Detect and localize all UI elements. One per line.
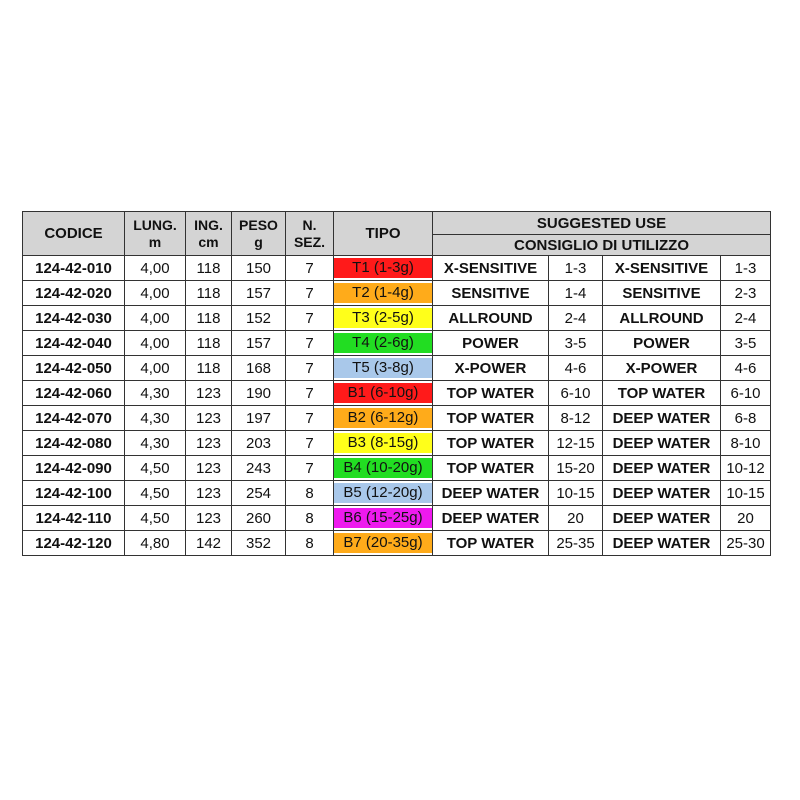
cell-peso: 352 bbox=[232, 531, 286, 556]
cell-peso: 197 bbox=[232, 406, 286, 431]
cell-range-2: 6-10 bbox=[721, 381, 771, 406]
tipo-badge: B6 (15-25g) bbox=[334, 508, 432, 528]
spec-table bbox=[22, 211, 771, 556]
cell-ing: 123 bbox=[186, 381, 232, 406]
cell-peso: 157 bbox=[232, 281, 286, 306]
tipo-badge: T3 (2-5g) bbox=[334, 308, 432, 328]
header-ing-unit: cm bbox=[198, 233, 219, 250]
cell-range-1: 4-6 bbox=[549, 356, 603, 381]
cell-lung: 4,30 bbox=[125, 406, 186, 431]
cell-codice: 124-42-080 bbox=[23, 431, 125, 456]
cell-use-1: TOP WATER bbox=[433, 456, 549, 481]
cell-tipo bbox=[334, 306, 433, 331]
header-suggested-use bbox=[433, 212, 771, 235]
cell-codice: 124-42-110 bbox=[23, 506, 125, 531]
header-suggested-use-label: SUGGESTED USE bbox=[536, 214, 667, 232]
cell-use-1: TOP WATER bbox=[433, 406, 549, 431]
cell-nsez: 7 bbox=[286, 356, 334, 381]
cell-tipo bbox=[334, 431, 433, 456]
cell-peso: 254 bbox=[232, 481, 286, 506]
cell-nsez: 7 bbox=[286, 456, 334, 481]
header-codice-label: CODICE bbox=[44, 225, 103, 242]
cell-use-1: X-POWER bbox=[433, 356, 549, 381]
cell-ing: 118 bbox=[186, 331, 232, 356]
tipo-badge: B2 (6-12g) bbox=[334, 408, 432, 428]
cell-range-1: 1-4 bbox=[549, 281, 603, 306]
table-header bbox=[23, 212, 771, 256]
cell-lung: 4,50 bbox=[125, 481, 186, 506]
table-row bbox=[23, 531, 771, 556]
cell-peso: 243 bbox=[232, 456, 286, 481]
cell-use-2: X-SENSITIVE bbox=[603, 256, 721, 281]
cell-nsez: 7 bbox=[286, 331, 334, 356]
cell-peso: 150 bbox=[232, 256, 286, 281]
cell-codice: 124-42-120 bbox=[23, 531, 125, 556]
cell-range-1: 6-10 bbox=[549, 381, 603, 406]
cell-tipo bbox=[334, 506, 433, 531]
cell-lung: 4,50 bbox=[125, 456, 186, 481]
cell-use-2: POWER bbox=[603, 331, 721, 356]
cell-codice: 124-42-030 bbox=[23, 306, 125, 331]
cell-use-2: DEEP WATER bbox=[603, 506, 721, 531]
cell-use-1: ALLROUND bbox=[433, 306, 549, 331]
cell-nsez: 7 bbox=[286, 281, 334, 306]
cell-nsez: 7 bbox=[286, 256, 334, 281]
header-ing-label: ING. bbox=[194, 216, 223, 233]
cell-nsez: 7 bbox=[286, 406, 334, 431]
table-row bbox=[23, 306, 771, 331]
cell-ing: 118 bbox=[186, 256, 232, 281]
cell-lung: 4,00 bbox=[125, 356, 186, 381]
cell-lung: 4,00 bbox=[125, 256, 186, 281]
cell-nsez: 8 bbox=[286, 481, 334, 506]
cell-use-1: SENSITIVE bbox=[433, 281, 549, 306]
tipo-badge: T4 (2-6g) bbox=[334, 333, 432, 353]
cell-ing: 123 bbox=[186, 456, 232, 481]
cell-codice: 124-42-040 bbox=[23, 331, 125, 356]
cell-lung: 4,00 bbox=[125, 331, 186, 356]
cell-range-2: 1-3 bbox=[721, 256, 771, 281]
header-lung-label: LUNG. bbox=[133, 216, 177, 233]
tipo-badge: B4 (10-20g) bbox=[334, 458, 432, 478]
header-peso bbox=[232, 212, 286, 256]
cell-tipo bbox=[334, 256, 433, 281]
table-row bbox=[23, 356, 771, 381]
header-tipo-label: TIPO bbox=[365, 225, 401, 242]
cell-nsez: 7 bbox=[286, 431, 334, 456]
cell-lung: 4,50 bbox=[125, 506, 186, 531]
cell-range-2: 25-30 bbox=[721, 531, 771, 556]
cell-use-2: SENSITIVE bbox=[603, 281, 721, 306]
cell-use-2: DEEP WATER bbox=[603, 481, 721, 506]
cell-range-2: 2-3 bbox=[721, 281, 771, 306]
cell-ing: 118 bbox=[186, 356, 232, 381]
cell-range-2: 10-12 bbox=[721, 456, 771, 481]
cell-tipo bbox=[334, 481, 433, 506]
cell-use-1: X-SENSITIVE bbox=[433, 256, 549, 281]
cell-use-1: POWER bbox=[433, 331, 549, 356]
cell-tipo bbox=[334, 456, 433, 481]
tipo-badge: T1 (1-3g) bbox=[334, 258, 432, 278]
cell-codice: 124-42-020 bbox=[23, 281, 125, 306]
table-row bbox=[23, 481, 771, 506]
header-consiglio bbox=[433, 235, 771, 256]
cell-peso: 203 bbox=[232, 431, 286, 456]
cell-ing: 123 bbox=[186, 431, 232, 456]
cell-codice: 124-42-070 bbox=[23, 406, 125, 431]
cell-use-2: DEEP WATER bbox=[603, 531, 721, 556]
cell-ing: 142 bbox=[186, 531, 232, 556]
cell-use-2: TOP WATER bbox=[603, 381, 721, 406]
cell-range-1: 20 bbox=[549, 506, 603, 531]
cell-use-1: DEEP WATER bbox=[433, 481, 549, 506]
cell-range-1: 25-35 bbox=[549, 531, 603, 556]
header-nsez-label: N. bbox=[302, 216, 317, 233]
cell-range-2: 2-4 bbox=[721, 306, 771, 331]
table-body bbox=[23, 256, 771, 556]
cell-use-2: DEEP WATER bbox=[603, 456, 721, 481]
tipo-badge: B7 (20-35g) bbox=[334, 533, 432, 553]
cell-range-2: 8-10 bbox=[721, 431, 771, 456]
tipo-badge: T5 (3-8g) bbox=[334, 358, 432, 378]
cell-tipo bbox=[334, 406, 433, 431]
cell-lung: 4,00 bbox=[125, 306, 186, 331]
cell-range-2: 10-15 bbox=[721, 481, 771, 506]
cell-range-2: 4-6 bbox=[721, 356, 771, 381]
cell-range-1: 15-20 bbox=[549, 456, 603, 481]
cell-range-1: 12-15 bbox=[549, 431, 603, 456]
cell-range-1: 3-5 bbox=[549, 331, 603, 356]
table-row bbox=[23, 331, 771, 356]
cell-range-2: 20 bbox=[721, 506, 771, 531]
cell-codice: 124-42-090 bbox=[23, 456, 125, 481]
cell-tipo bbox=[334, 356, 433, 381]
cell-peso: 168 bbox=[232, 356, 286, 381]
cell-codice: 124-42-010 bbox=[23, 256, 125, 281]
header-codice bbox=[23, 212, 125, 256]
tipo-badge: B5 (12-20g) bbox=[334, 483, 432, 503]
cell-range-1: 8-12 bbox=[549, 406, 603, 431]
cell-lung: 4,30 bbox=[125, 431, 186, 456]
cell-range-1: 1-3 bbox=[549, 256, 603, 281]
tipo-badge: T2 (1-4g) bbox=[334, 283, 432, 303]
header-peso-unit: g bbox=[254, 233, 263, 250]
table-row bbox=[23, 381, 771, 406]
header-lung bbox=[125, 212, 186, 256]
cell-peso: 260 bbox=[232, 506, 286, 531]
cell-ing: 118 bbox=[186, 306, 232, 331]
header-ing bbox=[186, 212, 232, 256]
cell-nsez: 8 bbox=[286, 531, 334, 556]
cell-codice: 124-42-050 bbox=[23, 356, 125, 381]
cell-ing: 118 bbox=[186, 281, 232, 306]
cell-peso: 152 bbox=[232, 306, 286, 331]
table-row bbox=[23, 256, 771, 281]
header-tipo bbox=[334, 212, 433, 256]
cell-use-2: ALLROUND bbox=[603, 306, 721, 331]
table-row bbox=[23, 281, 771, 306]
cell-use-2: X-POWER bbox=[603, 356, 721, 381]
cell-use-1: TOP WATER bbox=[433, 381, 549, 406]
cell-tipo bbox=[334, 381, 433, 406]
table-row bbox=[23, 406, 771, 431]
table-row bbox=[23, 456, 771, 481]
cell-nsez: 7 bbox=[286, 306, 334, 331]
cell-lung: 4,00 bbox=[125, 281, 186, 306]
header-nsez bbox=[286, 212, 334, 256]
table-row bbox=[23, 431, 771, 456]
header-lung-unit: m bbox=[148, 233, 162, 250]
cell-range-1: 10-15 bbox=[549, 481, 603, 506]
header-nsez-unit: SEZ. bbox=[293, 233, 326, 250]
header-consiglio-label: CONSIGLIO DI UTILIZZO bbox=[514, 236, 689, 254]
cell-lung: 4,80 bbox=[125, 531, 186, 556]
cell-tipo bbox=[334, 531, 433, 556]
header-peso-label: PESO bbox=[239, 216, 278, 233]
cell-range-1: 2-4 bbox=[549, 306, 603, 331]
cell-use-1: TOP WATER bbox=[433, 531, 549, 556]
cell-tipo bbox=[334, 281, 433, 306]
cell-tipo bbox=[334, 331, 433, 356]
cell-use-2: DEEP WATER bbox=[603, 431, 721, 456]
table-row bbox=[23, 506, 771, 531]
cell-peso: 190 bbox=[232, 381, 286, 406]
cell-lung: 4,30 bbox=[125, 381, 186, 406]
cell-use-1: TOP WATER bbox=[433, 431, 549, 456]
cell-range-2: 6-8 bbox=[721, 406, 771, 431]
cell-use-1: DEEP WATER bbox=[433, 506, 549, 531]
cell-nsez: 8 bbox=[286, 506, 334, 531]
tipo-badge: B1 (6-10g) bbox=[334, 383, 432, 403]
cell-ing: 123 bbox=[186, 481, 232, 506]
cell-nsez: 7 bbox=[286, 381, 334, 406]
cell-use-2: DEEP WATER bbox=[603, 406, 721, 431]
cell-range-2: 3-5 bbox=[721, 331, 771, 356]
cell-peso: 157 bbox=[232, 331, 286, 356]
cell-codice: 124-42-100 bbox=[23, 481, 125, 506]
cell-codice: 124-42-060 bbox=[23, 381, 125, 406]
tipo-badge: B3 (8-15g) bbox=[334, 433, 432, 453]
cell-ing: 123 bbox=[186, 506, 232, 531]
cell-ing: 123 bbox=[186, 406, 232, 431]
